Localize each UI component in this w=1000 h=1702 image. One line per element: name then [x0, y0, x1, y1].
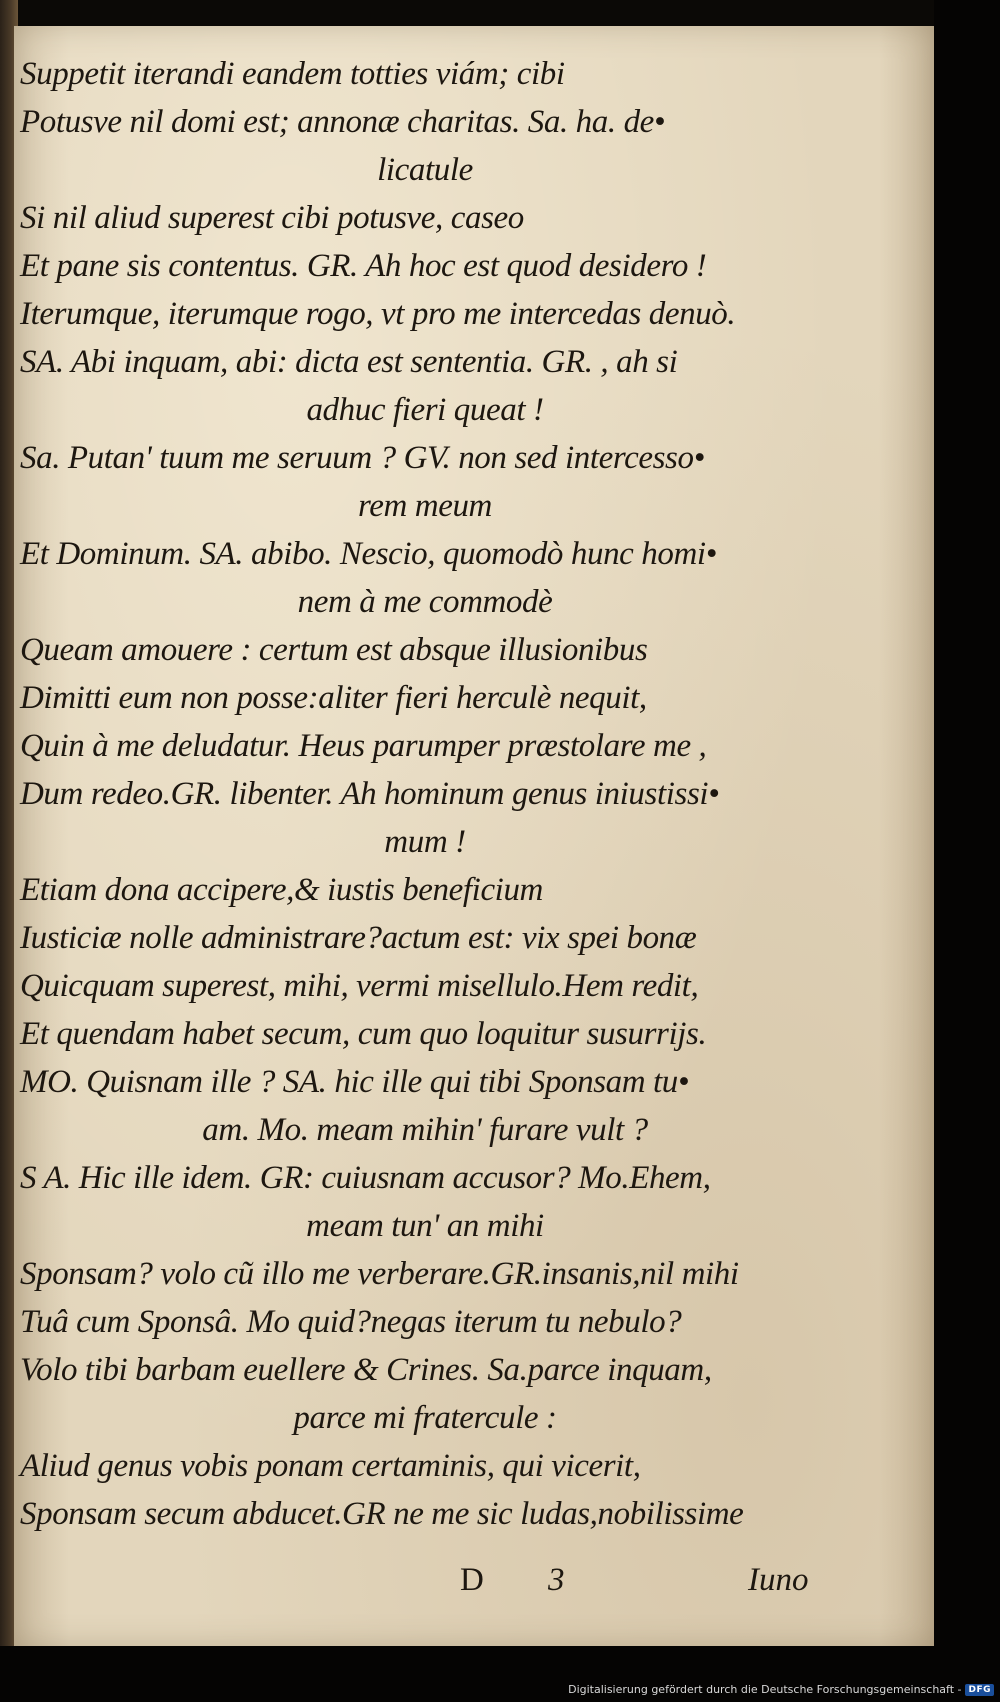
text-line: Sa. Putan' tuum me seruum ? GV. non sed intercesso• — [20, 440, 705, 476]
signature-mark: D — [460, 1562, 484, 1598]
text-line: meam tun' an mihi — [306, 1208, 544, 1244]
text-line: licatule — [377, 152, 473, 188]
text-line: Queam amouere : certum est absque illusionibus — [20, 632, 648, 668]
text-line: Si nil aliud superest cibi potusve, caseo — [20, 200, 524, 236]
text-line: rem meum — [358, 488, 492, 524]
text-line: Iusticiæ nolle administrare?actum est: vix spei bonæ — [20, 920, 697, 956]
dfg-logo-icon: DFG — [965, 1684, 994, 1696]
text-line: S A. Hic ille idem. GR: cuiusnam accusor? Mo.Ehem, — [20, 1160, 711, 1196]
text-line: Aliud genus vobis ponam certaminis, qui vicerit, — [20, 1448, 641, 1484]
text-line: adhuc fieri queat ! — [306, 392, 544, 428]
text-line: Quicquam superest, mihi, vermi misellulo.Hem redit, — [20, 968, 699, 1004]
text-line: Suppetit iterandi eandem totties viám; cibi — [20, 56, 565, 92]
credit-text: Digitalisierung gefördert durch die Deutsche Forschungsgemeinschaft - — [568, 1683, 962, 1696]
text-line: Volo tibi barbam euellere & Crines. Sa.parce inquam, — [20, 1352, 712, 1388]
text-line: SA. Abi inquam, abi: dicta est sententia. GR. , ah si — [20, 344, 678, 380]
digitization-credit — [568, 1683, 994, 1696]
text-line: Et pane sis contentus. GR. Ah hoc est quod desidero ! — [20, 248, 707, 284]
catchword: Iuno — [748, 1562, 809, 1598]
text-line: mum ! — [384, 824, 466, 860]
text-line: Sponsam secum abducet.GR ne me sic ludas,nobilissime — [20, 1496, 744, 1532]
text-line: Et quendam habet secum, cum quo loquitur susurrijs. — [20, 1016, 707, 1052]
text-line: Tuâ cum Sponsâ. Mo quid?negas iterum tu nebulo? — [20, 1304, 682, 1340]
text-line: Etiam dona accipere,& iustis beneficium — [20, 872, 543, 908]
page-text-block — [20, 50, 830, 1538]
text-line: am. Mo. meam mihin' furare vult ? — [202, 1112, 648, 1148]
scan-background-right — [934, 0, 1000, 1702]
text-line: Quin à me deludatur. Heus parumper præstolare me , — [20, 728, 707, 764]
text-line: Sponsam? volo cũ illo me verberare.GR.insanis,nil mihi — [20, 1256, 739, 1292]
text-line: parce mi fratercule : — [293, 1400, 557, 1436]
text-line: Dimitti eum non posse:aliter fieri herculè nequit, — [20, 680, 647, 716]
page-footer — [20, 1562, 830, 1610]
text-line: nem à me commodè — [297, 584, 553, 620]
text-line: Potusve nil domi est; annonæ charitas. Sa. ha. de• — [20, 104, 666, 140]
text-line: Dum redeo.GR. libenter. Ah hominum genus iniustissi• — [20, 776, 720, 812]
page-number: 3 — [548, 1562, 565, 1598]
text-line: Iterumque, iterumque rogo, vt pro me intercedas denuò. — [20, 296, 736, 332]
text-line: MO. Quisnam ille ? SA. hic ille qui tibi Sponsam tu• — [20, 1064, 690, 1100]
text-line: Et Dominum. SA. abibo. Nescio, quomodò hunc homi• — [20, 536, 717, 572]
